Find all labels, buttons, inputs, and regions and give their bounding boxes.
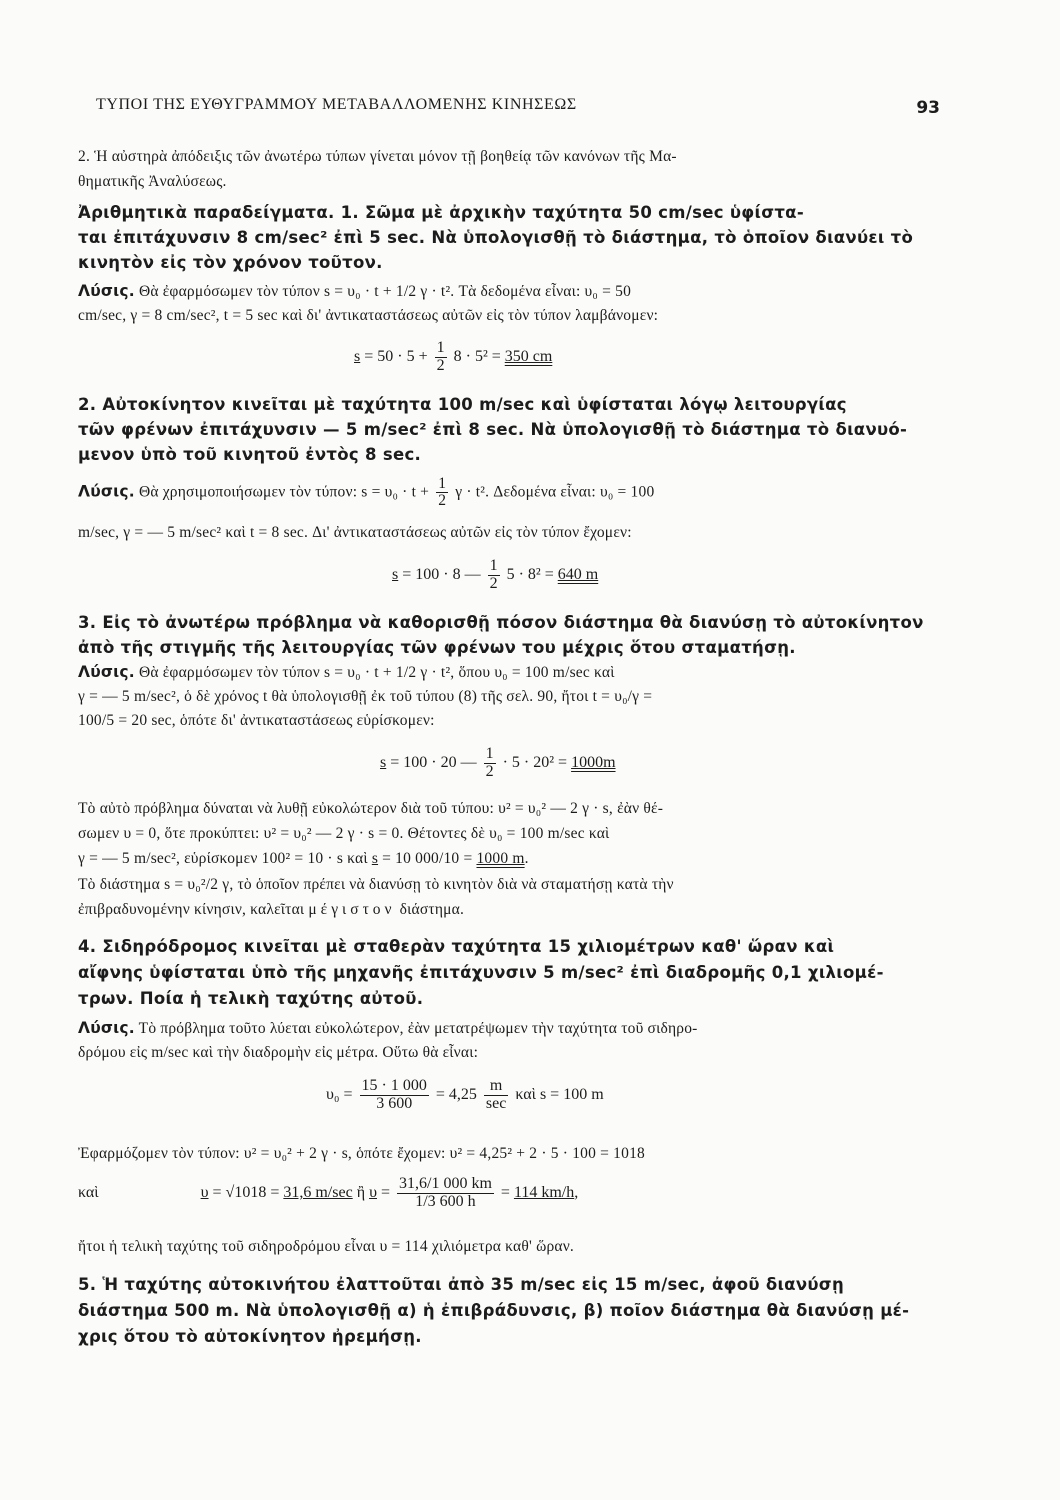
solution-text: Τὸ πρόβλημα τοῦτο λύεται εὐκολώτερον, ἐὰν μετατρέψωμεν τὴν ταχύτητα τοῦ σιδηρο- [138,1020,698,1037]
fraction-denominator: 1/3 600 h [415,1192,476,1210]
example4-line-1: 4. Σιδηρόδρομος κινεῖται μὲ σταθερὰν ταχύτητα 15 χιλιομέτρων καθ' ὥραν καὶ [78,937,835,956]
example3-para-line-5 [78,901,934,919]
example4-equation-1 [326,1078,604,1113]
solution-label: Λύσις. [78,663,135,681]
example1-solution-line-2: cm/sec, γ = 8 cm/sec², t = 5 sec καὶ δι' ἀντικαταστάσεως αὐτῶν εἰς τὸν τύπον λαμβάνομεν: [78,307,659,324]
eq-part: , [574,1183,579,1201]
note-line-2: θηματικῆς Ἀναλύσεως. [78,173,227,190]
example5-line-1: 5. Ἡ ταχύτης αὐτοκινήτου ἐλαττοῦται ἀπὸ 35 m/sec εἰς 15 m/sec, ἀφοῦ διανύσῃ [78,1275,844,1294]
para-text: γ = — 5 m/sec², εὑρίσκομεν 100² = 10 · s καὶ [78,850,372,867]
fraction [360,1078,429,1113]
fraction-numerator: 15 · 1 000 [361,1077,427,1094]
example3-para-line-3 [78,850,934,868]
example1-solution-line-1 [78,282,934,301]
example4-line-2: αἴφνης ὑφίσταται ὑπὸ τῆς μηχανῆς ἐπιτάχυνσιν 5 m/sec² ἐπὶ διαδρομῆς 0,1 χιλιομέ- [78,963,884,982]
eq-result: 640 m [557,565,599,583]
eq-part: = [496,1183,514,1201]
fraction-denominator: sec [485,1094,507,1112]
example5-line-2: διάστημα 500 m. Νὰ ὑπολογισθῇ α) ἡ ἐπιβράδυνσις, β) ποῖον διάστημα θὰ διανύσῃ μέ- [78,1301,910,1320]
example2-solution-line-2: m/sec, γ = — 5 m/sec² καὶ t = 8 sec. Δι' ἀντικαταστάσεως αὐτῶν εἰς τὸν τύπον ἔχομεν: [78,524,632,541]
example4-line-3: τρων. Ποία ἡ τελικὴ ταχύτης αὐτοῦ. [78,989,424,1008]
fraction [435,340,447,375]
eq-part: καὶ [78,1183,99,1201]
eq-part: = 50 · 5 + [360,347,432,365]
fraction-numerator: 1 [438,476,447,492]
eq-part: ἢ [352,1183,370,1201]
example3-line-2: ἀπὸ τῆς στιγμῆς τῆς λειτουργίας τῶν φρένων του μέχρις ὅτου σταματήσῃ. [78,638,796,657]
fraction-numerator: 1 [489,557,498,574]
fraction [436,476,448,510]
fraction-numerator: 31,6/1 000 km [399,1175,492,1192]
unit-fraction [484,1078,508,1113]
example5-line-3: χρις ὅτου τὸ αὐτοκίνητον ἠρεμήσῃ. [78,1327,422,1346]
solution-text: Θὰ ἐφαρμόσωμεν τὸν τύπον s = υ₀ · t + 1/2 γ · t², ὅπου υ₀ = 100 m/sec καὶ [138,664,615,681]
example4-equation-2 [78,1176,934,1211]
example4-solution-line-4: ἤτοι ἡ τελικὴ ταχύτης τοῦ σιδηροδρόμου εἶναι υ = 114 χιλιόμετρα καθ' ὥραν. [78,1238,575,1255]
fraction-numerator: 1 [436,339,445,356]
eq-result: 1000m [571,753,616,771]
example1-equation [354,340,552,375]
eq-part: = 100 · 20 — [386,753,481,771]
para-text: ἐπιβραδυνομένην κίνησιν, καλεῖται [78,901,309,918]
example2-line-2: τῶν φρένων ἐπιτάχυνσιν — 5 m/sec² ἐπὶ 8 sec. Νὰ ὑπολογισθῇ τὸ διάστημα τὸ διανυό- [78,420,908,439]
eq-var: s [354,347,361,365]
eq-var: s [380,753,387,771]
page-body [78,0,940,1500]
eq-result: 31,6 m/sec [283,1183,353,1201]
para-text: = 10 000/10 = [378,850,477,867]
example2-line-1: 2. Αὐτοκίνητον κινεῖται μὲ ταχύτητα 100 m/sec καὶ ὑφίσταται λόγῳ λειτουργίας [78,395,847,414]
fraction-denominator: 2 [489,574,498,592]
example1-line-1: Ἀριθμητικὰ παραδείγματα. 1. Σῶμα μὲ ἀρχικὴν ταχύτητα 50 cm/sec ὑφίστα- [78,203,804,222]
example3-para-line-1: Τὸ αὐτὸ πρόβλημα δύναται νὰ λυθῇ εὐκολώτερον διὰ τοῦ τύπου: υ² = υ₀² — 2 γ · s, ἐὰν θέ- [78,800,664,817]
solution-label: Λύσις. [78,282,135,300]
running-header: ΤΥΠΟΙ ΤΗΣ ΕΥΘΥΓΡΑΜΜΟΥ ΜΕΤΑΒΑΛΛΟΜΕΝΗΣ ΚΙΝΗΣΕΩΣ [96,96,577,113]
example1-line-2: ται ἐπιτάχυνσιν 8 cm/sec² ἐπὶ 5 sec. Νὰ ὑπολογισθῇ τὸ διάστημα, τὸ ὁποῖον διανύει τὸ [78,228,914,247]
eq-var: υ [200,1183,209,1201]
eq-part: = 100 · 8 — [398,565,485,583]
example3-solution-line-2: γ = — 5 m/sec², ὁ δὲ χρόνος t θὰ ὑπολογισθῇ ἐκ τοῦ τύπου (8) τῆς σελ. 90, ἤτοι t = υ₀/γ = [78,688,653,705]
fraction-denominator: 3 600 [376,1094,413,1112]
solution-text: γ · t². Δεδομένα εἶναι: υ₀ = 100 [451,483,655,501]
eq-part: υ₀ = [326,1085,357,1103]
spaced-term: μέγιστον [308,901,396,918]
fraction-numerator: 1 [485,745,494,762]
eq-var: s [392,565,399,583]
eq-part: = √1018 = [208,1183,284,1201]
example3-solution-line-3: 100/5 = 20 sec, ὁπότε δι' ἀντικαταστάσεως εὑρίσκομεν: [78,712,435,729]
example4-solution-line-3: Ἐφαρμόζομεν τὸν τύπον: υ² = υ₀² + 2 γ · s, ὁπότε ἔχομεν: υ² = 4,25² + 2 · 5 · 100 = 1018 [78,1145,645,1162]
fraction [488,558,500,593]
para-text: . [524,850,529,867]
example3-para-line-4: Τὸ διάστημα s = υ₀²/2 γ, τὸ ὁποῖον πρέπει νὰ διανύσῃ τὸ κινητὸν διὰ νὰ σταματήσῃ κατὰ τὴν [78,876,674,893]
example3-solution-line-1 [78,663,934,682]
example2-equation [392,558,598,593]
fraction-denominator: 2 [438,492,447,510]
fraction [397,1176,494,1211]
solution-text: Θὰ ἐφαρμόσωμεν τὸν τύπον s = υ₀ · t + 1/2 γ · t². Τὰ δεδομένα εἶναι: υ₀ = 50 [138,283,632,300]
eq-part: 8 · 5² = [449,347,505,365]
example2-solution-line-1 [78,476,934,510]
note-line-1: 2. Ἡ αὐστηρὰ ἀπόδειξις τῶν ἀνωτέρω τύπων γίνεται μόνον τῇ βοηθείᾳ τῶν κανόνων τῆς Μα- [78,148,677,165]
fraction [484,746,496,781]
eq-result: 350 cm [504,347,553,365]
example2-line-3: μενον ὑπὸ τοῦ κινητοῦ ἐντὸς 8 sec. [78,445,422,464]
eq-part: · 5 · 20² = [498,753,572,771]
example3-line-1: 3. Εἰς τὸ ἀνωτέρω πρόβλημα νὰ καθορισθῇ πόσον διάστημα θὰ διανύσῃ τὸ αὐτοκίνητον [78,613,924,632]
solution-text: Θὰ χρησιμοποιήσωμεν τὸν τύπον: s = υ₀ · t + [138,483,434,501]
para-text: διάστημα. [395,901,465,918]
example4-solution-line-1 [78,1019,934,1038]
example3-equation [380,746,616,781]
eq-result: 1000 m [476,850,525,867]
eq-part: 5 · 8² = [502,565,558,583]
eq-var: υ [369,1183,377,1201]
solution-label: Λύσις. [78,482,135,501]
eq-result: 114 km/h [513,1183,575,1201]
fraction-denominator: 2 [436,356,445,374]
eq-part: = 4,25 [431,1085,481,1103]
eq-part: = [376,1183,395,1201]
example4-solution-line-2: δρόμου εἰς m/sec καὶ τὴν διαδρομὴν εἰς μέτρα. Οὕτω θὰ εἶναι: [78,1044,479,1061]
example1-line-3: κινητὸν εἰς τὸν χρόνον τοῦτον. [78,253,383,272]
example3-para-line-2: σωμεν υ = 0, ὅτε προκύπτει: υ² = υ₀² — 2 γ · s = 0. Θέτοντες δὲ υ₀ = 100 m/sec καὶ [78,825,610,842]
eq-part: καὶ s = 100 m [511,1085,604,1103]
fraction-denominator: 2 [485,762,494,780]
page-number: 93 [916,98,940,118]
solution-label: Λύσις. [78,1019,135,1037]
eq-var: s [371,850,379,867]
fraction-numerator: m [484,1078,508,1096]
